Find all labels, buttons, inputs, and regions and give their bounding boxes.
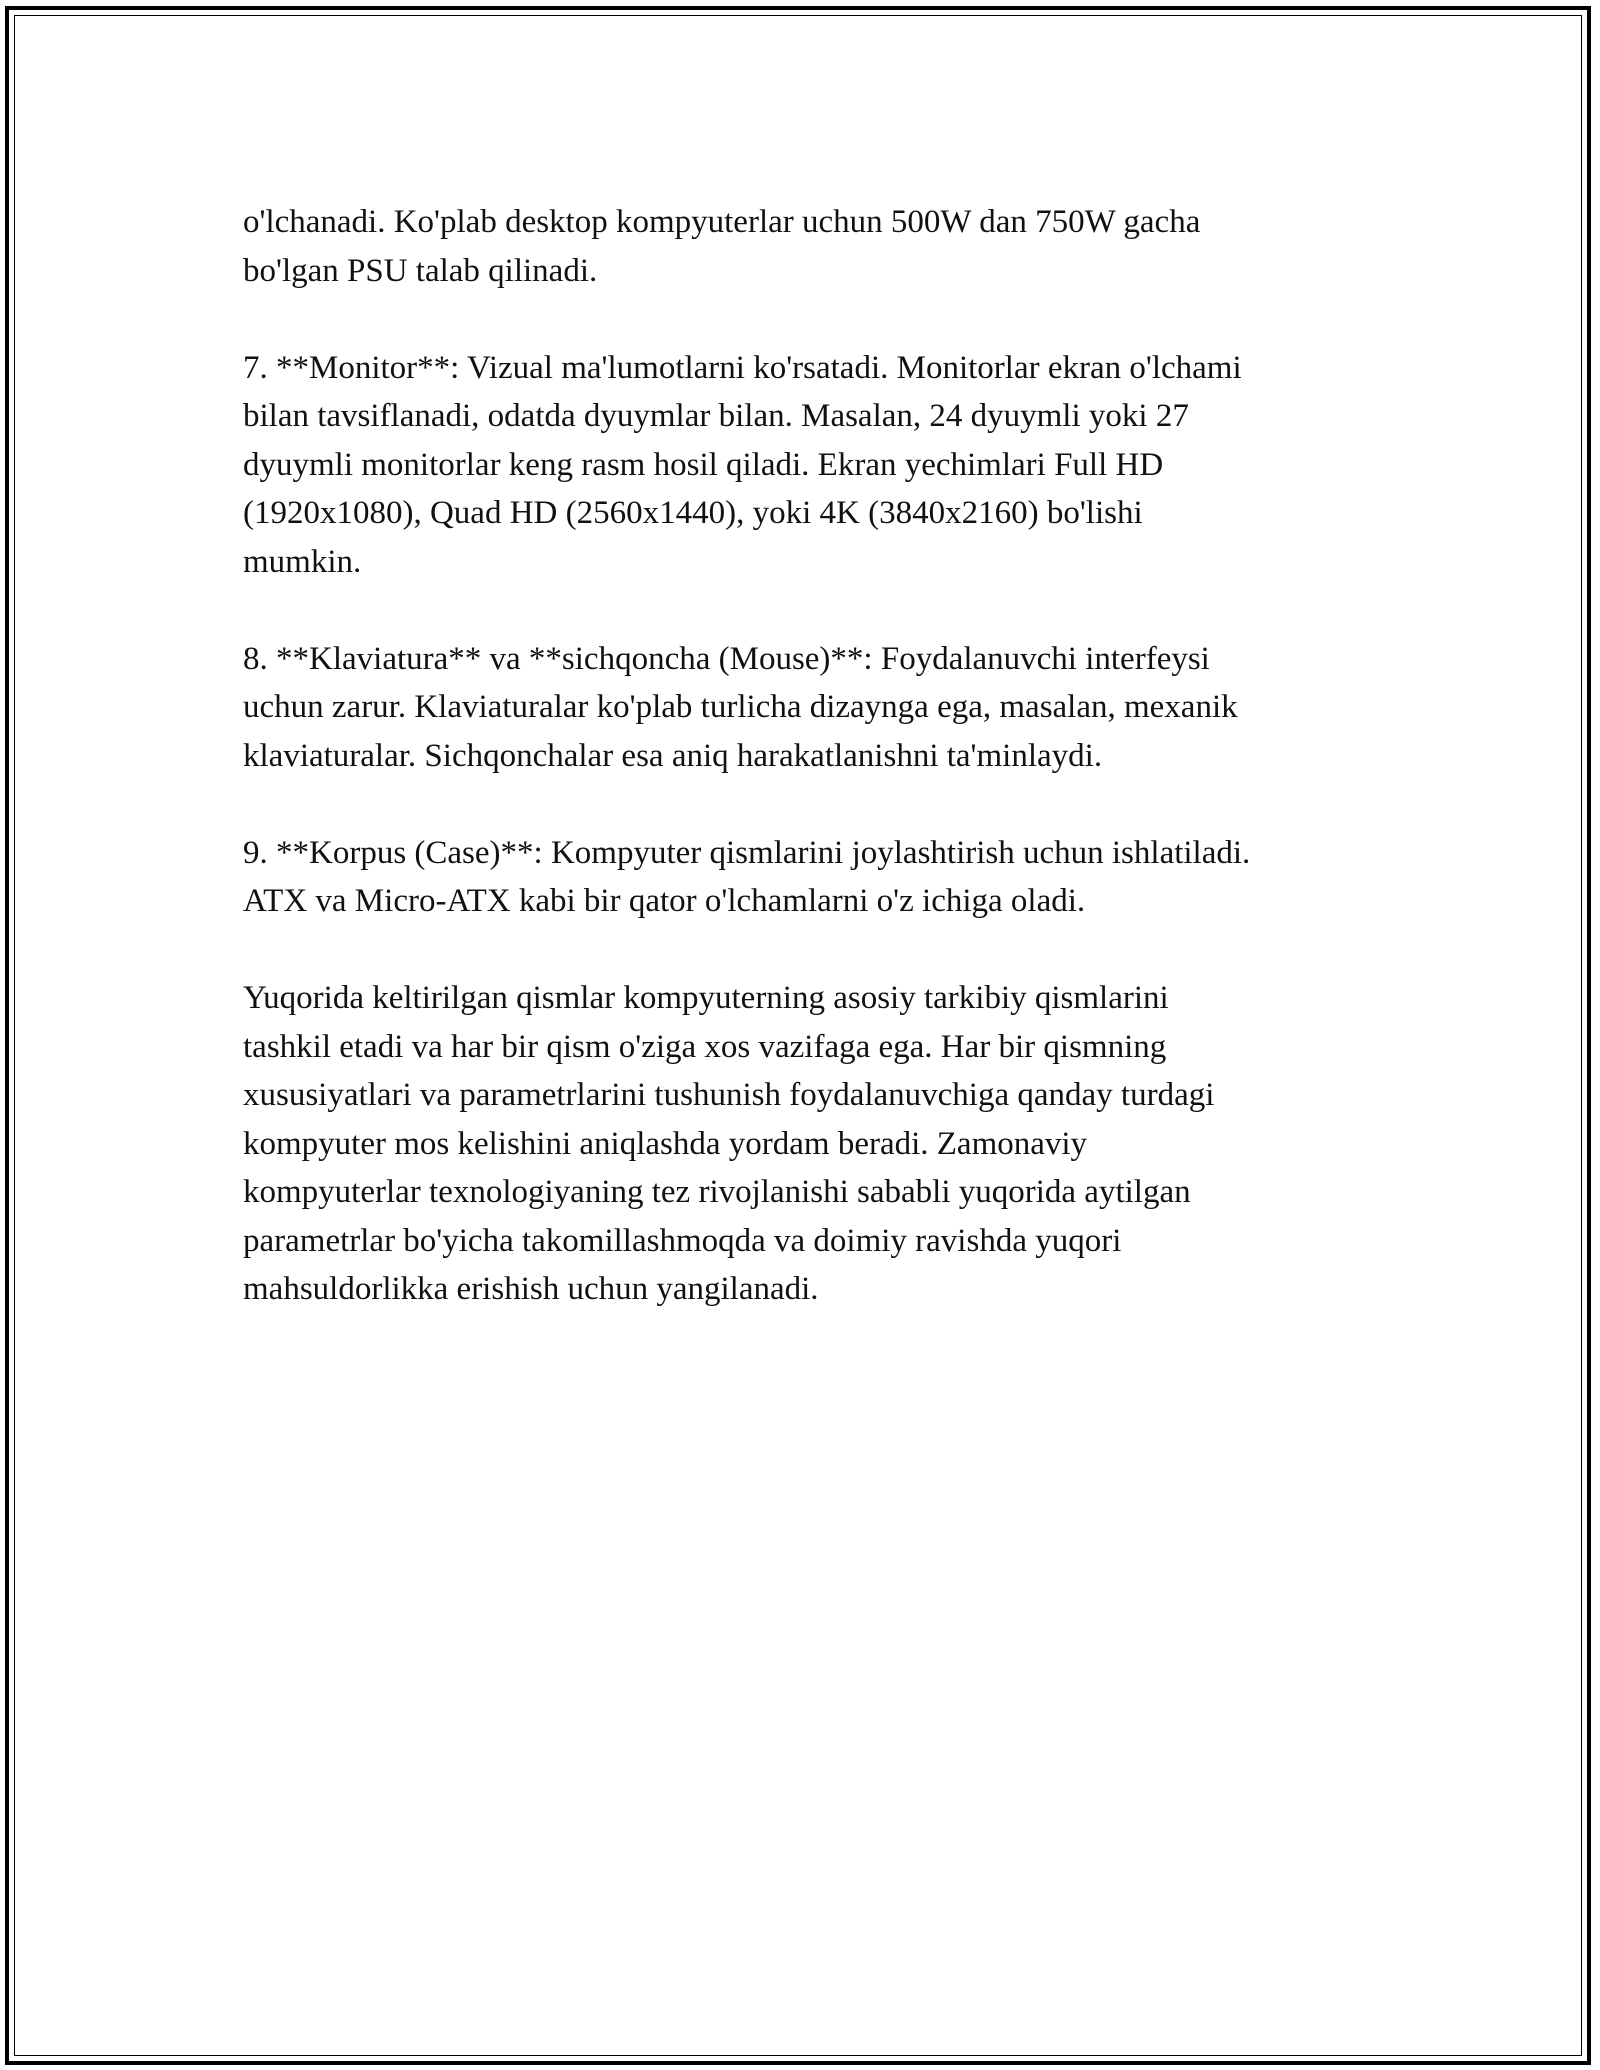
paragraph-psu-continuation: o'lchanadi. Ko'plab desktop kompyuterlar uchun 500W dan 750W gacha bo'lgan PSU talab qilinadi. — [243, 204, 1201, 289]
paragraph-conclusion: Yuqorida keltirilgan qismlar kompyuterning asosiy tarkibiy qismlarini tashkil etadi va har bir qism o'ziga xos vazifaga ega. Har bir qismning xususiyatlari va parametrlarini tushunish foydalanuvchiga qanday turdagi kompyuter mos kelishini aniqlashda yordam beradi. Zamonaviy kompyuterlar texnologiyaning tez rivojlanishi sababli yuqorida aytilgan parametrlar bo'yicha takomillashmoqda va doimiy ravishda yuqori mahsuldorlikka erishish uchun yangilanadi. — [243, 980, 1215, 1307]
paragraph-keyboard-mouse: 8. **Klaviatura** va **sichqoncha (Mouse)**: Foydalanuvchi interfeysi uchun zarur. Klaviaturalar ko'plab turlicha dizaynga ega, masalan, mexanik klaviaturalar. Sichqonchalar esa aniq harakatlanishni ta'minlaydi. — [243, 640, 1238, 774]
paragraph-monitor: 7. **Monitor**: Vizual ma'lumotlarni ko'rsatadi. Monitorlar ekran o'lchami bilan tavsiflanadi, odatda dyuymlar bilan. Masalan, 24 dyuymli yoki 27 dyuymli monitorlar keng rasm hosil qiladi. Ekran yechimlari Full HD (1920x1080), Quad HD (2560x1440), yoki 4K (3840x2160) bo'lishi mumkin. — [243, 349, 1242, 580]
page-border — [5, 6, 1591, 2065]
paragraph-case: 9. **Korpus (Case)**: Kompyuter qismlarini joylashtirish uchun ishlatiladi. ATX va Micro-ATX kabi bir qator o'lchamlarni o'z ichiga oladi. — [243, 834, 1251, 919]
document-body — [243, 198, 1383, 1314]
